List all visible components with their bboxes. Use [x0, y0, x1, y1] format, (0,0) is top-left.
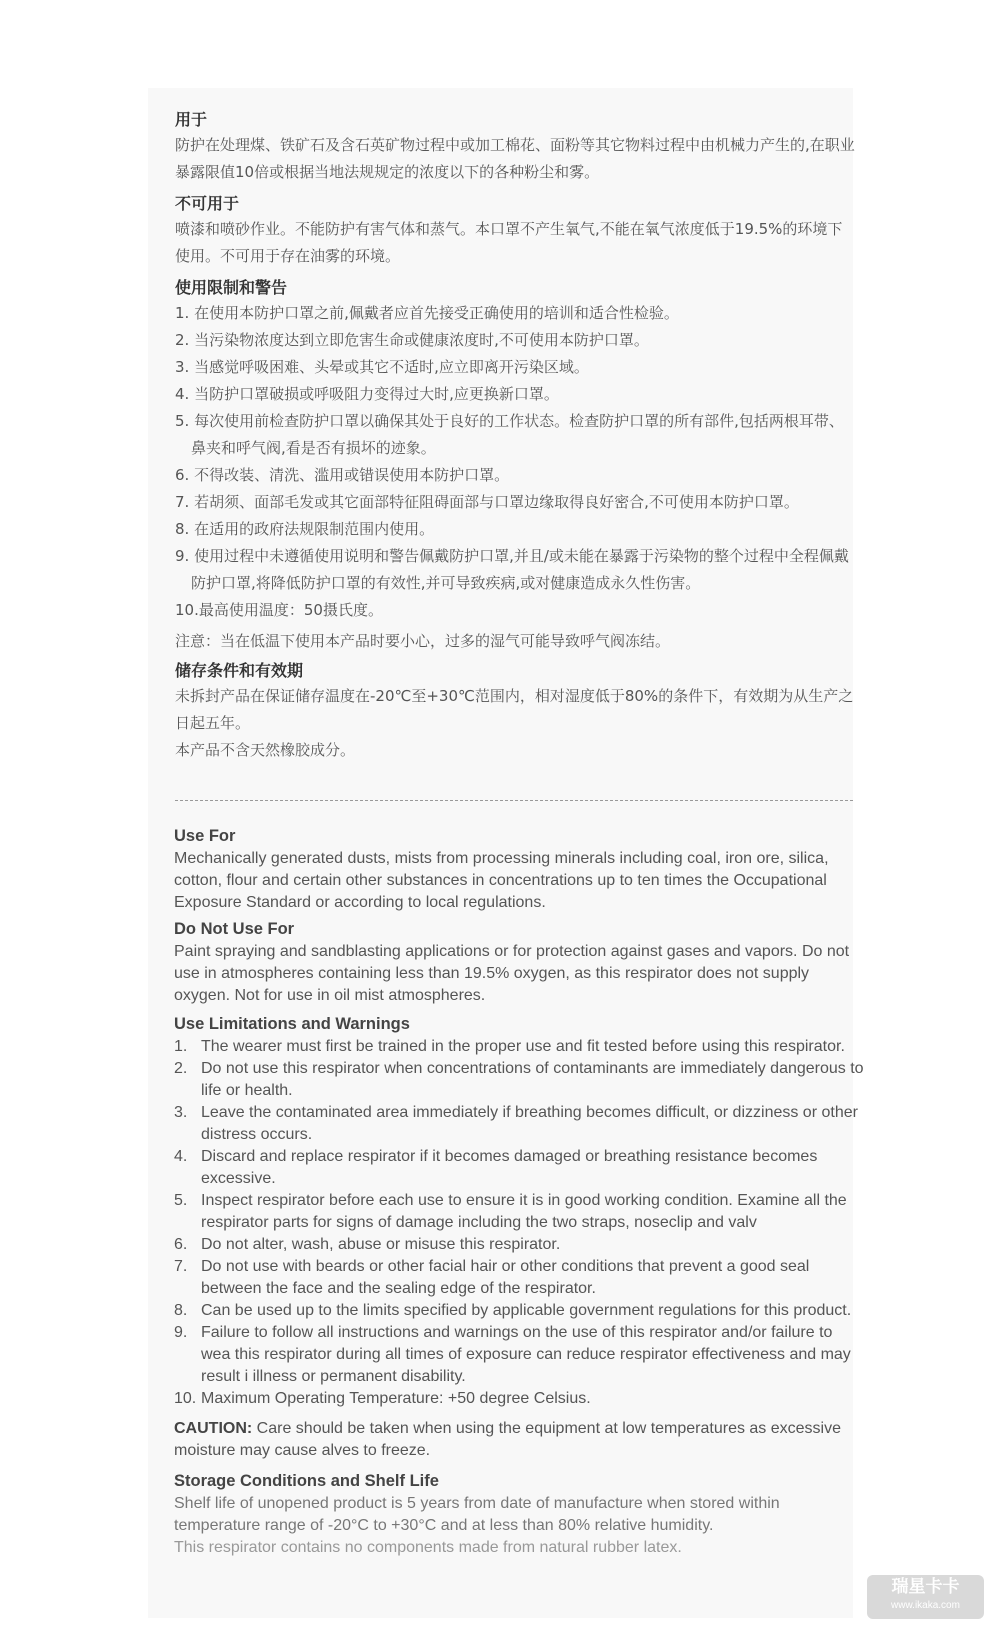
chinese-section: [175, 108, 855, 764]
zh-caution: 注意：当在低温下使用本产品时要小心，过多的湿气可能导致呼气阀冻结。: [175, 632, 671, 650]
en-not-for-text: Paint spraying and sandblasting applications or for protection against gases and vapors. Do not use in atmospheres containing less than 19.5% oxygen, as this respirator does not supply oxygen. Not for use in oil mist atmospheres.: [174, 943, 850, 1004]
watermark-brand: 瑞星卡卡: [891, 1577, 960, 1597]
en-limit-item: 3. Leave the contaminated area immediately if breathing becomes difficult, or dizziness or other distress occurs.: [174, 1104, 858, 1143]
en-limit-item: 8. Can be used up to the limits specified by applicable government regulations for this product.: [174, 1302, 852, 1319]
en-limit-item: 6. Do not alter, wash, abuse or misuse this respirator.: [174, 1236, 561, 1253]
en-limit-item: 1. The wearer must first be trained in the proper use and fit tested before using this respirator.: [174, 1038, 845, 1055]
zh-not-for-heading: 不可用于: [175, 194, 240, 213]
zh-latex-text: 本产品不含天然橡胶成分。: [175, 741, 356, 759]
english-section: [174, 825, 864, 1559]
en-not-for-heading: Do Not Use For: [174, 920, 295, 938]
zh-limit-item: 10.最高使用温度：50摄氏度。: [175, 601, 383, 619]
en-storage-text: Shelf life of unopened product is 5 years from date of manufacture when stored within temperature range of -20°C to +30°C and at less than 80% relative humidity.: [174, 1495, 780, 1534]
zh-limit-item: 5. 每次使用前检查防护口罩以确保其处于良好的工作状态。检查防护口罩的所有部件,包括两根耳带、鼻夹和呼气阀,看是否有损坏的迹象。: [175, 412, 844, 457]
zh-not-for-text: 喷漆和喷砂作业。不能防护有害气体和蒸气。本口罩不产生氧气,不能在氧气浓度低于19.5%的环境下使用。不可用于存在油雾的环境。: [175, 220, 843, 265]
en-use-for-heading: Use For: [174, 827, 236, 845]
zh-limits-heading: 使用限制和警告: [175, 278, 288, 297]
en-limit-item: 4. Discard and replace respirator if it becomes damaged or breathing resistance becomes excessive.: [174, 1148, 818, 1187]
zh-limit-item: 2. 当污染物浓度达到立即危害生命或健康浓度时,不可使用本防护口罩。: [175, 331, 649, 349]
en-limit-item: 9. Failure to follow all instructions and warnings on the use of this respirator and/or failure to wea this respirator during all times of exposure can reduce respirator effectiveness and may result i illness or permanent disability.: [174, 1324, 851, 1385]
zh-limit-item: 8. 在适用的政府法规限制范围内使用。: [175, 520, 435, 538]
zh-limit-item: 6. 不得改装、清洗、滥用或错误使用本防护口罩。: [175, 466, 510, 484]
zh-use-for-text: 防护在处理煤、铁矿石及含石英矿物过程中或加工棉花、面粉等其它物料过程中由机械力产生的,在职业暴露限值10倍或根据当地法规规定的浓度以下的各种粉尘和雾。: [175, 136, 855, 181]
en-limit-item: 7. Do not use with beards or other facial hair or other conditions that prevent a good seal between the face and the sealing edge of the respirator.: [174, 1258, 810, 1297]
zh-storage-text: 未拆封产品在保证储存温度在-20℃至+30℃范围内，相对湿度低于80%的条件下，有效期为从生产之日起五年。: [175, 687, 854, 732]
en-limit-item: 10. Maximum Operating Temperature: +50 degree Celsius.: [174, 1390, 591, 1407]
zh-use-for-heading: 用于: [175, 110, 208, 129]
zh-limit-item: 3. 当感觉呼吸困难、头晕或其它不适时,应立即离开污染区域。: [175, 358, 589, 376]
en-limits-heading: Use Limitations and Warnings: [174, 1015, 410, 1033]
en-latex-text: This respirator contains no components made from natural rubber latex.: [174, 1539, 682, 1556]
en-caution: CAUTION: Care should be taken when using the equipment at low temperatures as excessive moisture may cause alves to freeze.: [174, 1420, 841, 1459]
section-divider: [175, 800, 853, 801]
watermark-logo: [867, 1575, 984, 1619]
en-limit-item: 5. Inspect respirator before each use to ensure it is in good working condition. Examine all the respirator parts for signs of damage including the two straps, noseclip and valv: [174, 1192, 847, 1231]
zh-limit-item: 4. 当防护口罩破损或呼吸阻力变得过大时,应更换新口罩。: [175, 385, 559, 403]
en-limit-item: 2. Do not use this respirator when concentrations of contaminants are immediately dangerous to life or health.: [174, 1060, 864, 1099]
zh-limit-item: 7. 若胡须、面部毛发或其它面部特征阻碍面部与口罩边缘取得良好密合,不可使用本防护口罩。: [175, 493, 799, 511]
zh-limit-item: 1. 在使用本防护口罩之前,佩戴者应首先接受正确使用的培训和适合性检验。: [175, 304, 679, 322]
en-storage-heading: Storage Conditions and Shelf Life: [174, 1472, 439, 1490]
en-use-for-text: Mechanically generated dusts, mists from processing minerals including coal, iron ore, silica, cotton, flour and certain other substances in concentrations up to ten times the Occupational Exposure Standard or according to local regulations.: [174, 850, 829, 911]
zh-storage-heading: 储存条件和有效期: [175, 661, 304, 680]
zh-limit-item: 9. 使用过程中未遵循使用说明和警告佩戴防护口罩,并且/或未能在暴露于污染物的整个过程中全程佩戴防护口罩,将降低防护口罩的有效性,并可导致疾病,或对健康造成永久性伤害。: [175, 547, 849, 592]
watermark-url: www.ikaka.com: [891, 1600, 960, 1611]
